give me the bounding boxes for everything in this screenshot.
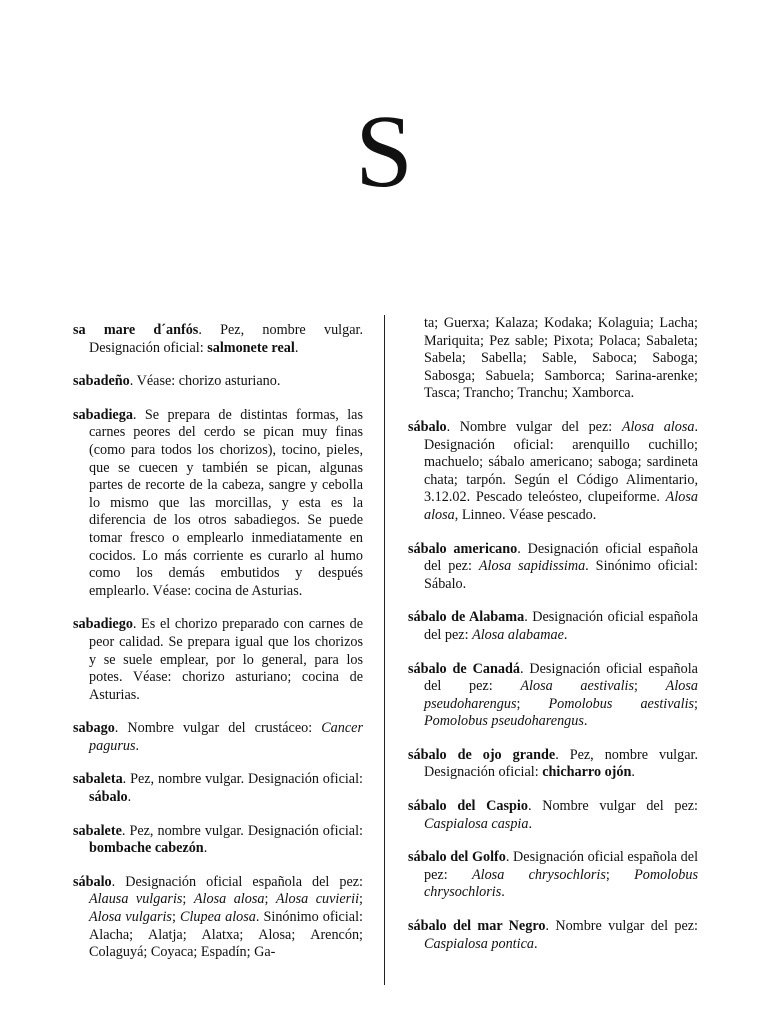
entry-text: ; (605, 866, 635, 883)
scientific-name: Caspialosa caspia (424, 815, 529, 832)
entry-headword: sábalo americano (408, 540, 518, 557)
scientific-name: Caspialosa pontica (424, 935, 534, 952)
section-letter: S (355, 94, 413, 209)
entry-headword: sábalo del Caspio (408, 798, 528, 815)
entry-text: . Es el chorizo preparado con carnes de peor calidad. Se prepara igual que los chorizos y se suele emplear, por lo general, para los potes. Véase: chorizo asturiano; cocina de Asturias. (89, 616, 363, 703)
entry-text: . (533, 935, 538, 952)
scientific-name: Pomolobus pseudoharengus (424, 713, 584, 730)
entry-headword: sabaleta (73, 771, 123, 788)
left-column (73, 322, 363, 962)
official-name: salmonete real (207, 339, 295, 356)
entry-text: . Nombre vulgar del pez: (527, 798, 698, 815)
entry-text: ; (694, 695, 698, 712)
entry-text: . (294, 339, 299, 356)
scientific-name: Alosa alosa (621, 418, 695, 435)
entry-headword: sábalo (73, 873, 112, 890)
entry-text: . Sinónimo oficial: Alacha; Alatja; Alatxa; Alosa; Arencón; Colaguyá; Coyaca; Espadín; Ga- (89, 909, 363, 961)
dictionary-entry (408, 849, 698, 902)
dictionary-entry (73, 373, 363, 391)
entry-text: . Se prepara de distintas formas, las carnes peores del cerdo se pican muy finas (como para todos los chorizos), tocino, pieles, que se cuecen y también se pican, algunas partes de recorte de la cabeza, sangre y cebolla lo mismo que las morcillas, y esta es la diferencia de los otros sabadiegos. Se puede tomar fresco o emplearlo inmediatamente en cocidos. Lo más corriente es curarlo al humo como los demás embutidos y después emplearlo. Véase: cocina de Asturias. (89, 406, 363, 599)
scientific-name: Alosa alosa (193, 891, 265, 908)
dictionary-entry (408, 541, 698, 594)
dictionary-entry (408, 918, 698, 953)
scientific-name: Clupea alosa (180, 909, 256, 926)
entry-text: . Designación oficial: arenquillo cuchillo; machuelo; sábalo americano; saboga; sardineta chata; tarpón. Según el Código Alimentario, 3.12.02. Pescado teleósteo, clupeiforme. (424, 418, 699, 506)
dictionary-entry (408, 419, 698, 525)
scientific-name: Alosa aestivalis (520, 678, 635, 695)
entry-text: ; (171, 909, 180, 926)
column-divider (384, 315, 385, 985)
dictionary-entry (408, 798, 698, 833)
dictionary-entry (73, 823, 363, 858)
entry-continuation (408, 315, 698, 403)
entry-headword: sabalete (73, 822, 122, 839)
entry-headword: sábalo (408, 418, 447, 435)
entry-text: . Designación oficial española del pez: (424, 609, 699, 643)
right-column (408, 315, 698, 953)
entry-text: . Pez, nombre vulgar. Designación oficial: (89, 322, 363, 356)
scientific-name: Alosa alosa (424, 489, 698, 523)
entry-text: . Designación oficial española del pez: (111, 873, 363, 890)
entry-text: . Designación oficial española del pez: (424, 540, 698, 575)
dictionary-entry (408, 747, 698, 782)
entry-headword: sábalo de Canadá (408, 660, 520, 677)
entry-text: . (583, 713, 588, 730)
dictionary-entry (73, 407, 363, 601)
entry-text: . (203, 840, 208, 857)
entry-headword: sabadiega (73, 406, 133, 423)
dictionary-entry (73, 322, 363, 357)
official-name: sábalo (89, 789, 128, 806)
official-name: bombache cabezón (89, 840, 204, 857)
scientific-name: Pomolobus aestivalis (548, 695, 695, 712)
entry-text: . (631, 764, 635, 781)
entry-text: . (135, 737, 140, 754)
entry-text: . Pez, nombre vulgar. Designación oficial: (122, 771, 363, 788)
entry-text: ; (634, 678, 666, 695)
dictionary-entry (73, 771, 363, 806)
dictionary-entry (73, 874, 363, 962)
entry-headword: sa mare d´anfós (73, 322, 199, 338)
dictionary-entry (408, 661, 698, 731)
entry-text: . Véase: chorizo asturiano. (129, 373, 281, 390)
dictionary-entry (73, 616, 363, 704)
dictionary-entry (408, 609, 698, 644)
entry-headword: sabago (73, 720, 115, 737)
official-name: chicharro ojón (542, 764, 632, 781)
entry-text: ; (359, 891, 363, 908)
entry-text: . (501, 884, 505, 901)
entry-text: ; (264, 891, 276, 908)
entry-text: . (563, 626, 568, 643)
scientific-name: Alosa alabamae (472, 626, 564, 643)
entry-text: ; (516, 695, 549, 712)
entry-headword: sábalo de Alabama (408, 609, 525, 626)
scientific-name: Alosa cuvierii (275, 891, 360, 908)
entry-headword: sábalo de ojo grande (408, 746, 556, 763)
entry-text: . Nombre vulgar del crustáceo: (114, 720, 322, 737)
entry-text: . Designación oficial española del pez: (424, 660, 698, 695)
scientific-name: Alosa chrysochloris (471, 866, 606, 883)
scientific-name: Alausa vulgaris (89, 891, 183, 908)
entry-text: ta; Guerxa; Kalaza; Kodaka; Kolaguia; Lacha; Mariquita; Pez sable; Pixota; Polaca; Sabaleta; Sabela; Sabella; Sable, Saboca; Saboga; Sabosga; Sabuela; Samborca; Sarina-arenke; Tasca; Trancho; Tranchu; Xamborca. (424, 315, 698, 402)
entry-headword: sábalo del mar Negro (408, 918, 546, 935)
dictionary-entry (73, 720, 363, 755)
entry-text: . Nombre vulgar del pez: (545, 918, 698, 935)
scientific-name: Alosa vulgaris (89, 909, 172, 926)
entry-text: . Nombre vulgar del pez: (446, 418, 622, 435)
entry-text: . Pez, nombre vulgar. Designación oficial: (121, 822, 363, 839)
entry-text: . Pez, nombre vulgar. Designación oficial: (424, 746, 698, 781)
entry-text: ; (182, 891, 194, 908)
entry-headword: sabadeño (73, 373, 130, 390)
entry-text: . (528, 815, 532, 832)
entry-headword: sabadiego (73, 616, 133, 633)
entry-text: . Sinónimo oficial: Sábalo. (424, 558, 698, 592)
scientific-name: Cancer pagurus (89, 720, 363, 754)
entry-text: . (127, 789, 132, 806)
entry-headword: sábalo del Golfo (408, 849, 506, 866)
entry-text: , Linneo. Véase pescado. (454, 506, 597, 523)
scientific-name: Alosa sapidissima (478, 558, 586, 575)
scientific-name: Alosa pseudoharengus (424, 678, 698, 712)
entry-text: . Designación oficial española del pez: (424, 849, 699, 883)
scientific-name: Pomolobus chrysochloris (424, 866, 698, 901)
